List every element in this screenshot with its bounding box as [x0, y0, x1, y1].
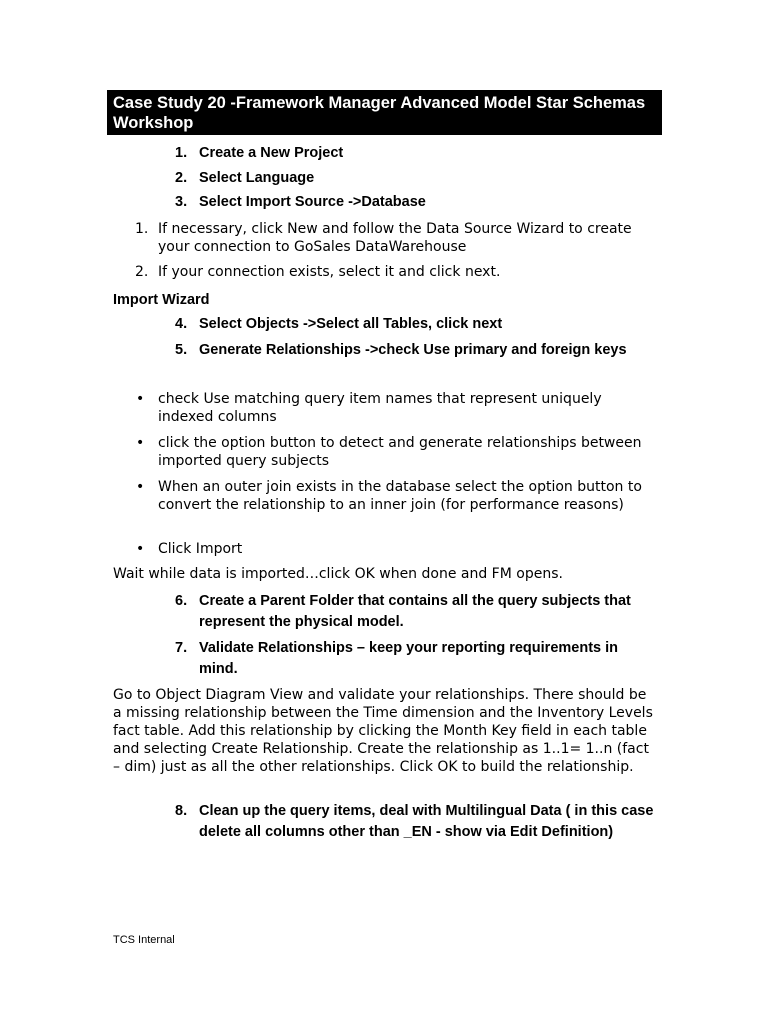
wait-text: Wait while data is imported…click OK when done and FM opens.: [113, 566, 563, 582]
step-text: Select Import Source ->Database: [199, 194, 426, 210]
step-7: [175, 638, 655, 680]
footer-label: TCS Internal: [113, 934, 175, 946]
step-number: 5.: [175, 342, 188, 358]
step-text: Create a Parent Folder that contains all the query subjects that represent the physical model.: [199, 593, 631, 630]
sub-list-item: [135, 220, 655, 256]
step-4: [175, 314, 655, 335]
bullet-text: When an outer join exists in the database select the option button to convert the relationship to an inner join (for performance reasons): [158, 479, 642, 513]
step-number: 8.: [175, 803, 188, 819]
step-text: Create a New Project: [199, 145, 344, 161]
step-number: 2.: [175, 170, 188, 186]
step-text: Clean up the query items, deal with Multilingual Data ( in this case delete all columns other than _EN - show via Edit Definition): [199, 803, 654, 840]
bullet-text: Click Import: [158, 541, 243, 557]
list-text: If necessary, click New and follow the Data Source Wizard to create your connection to GoSales DataWarehouse: [158, 221, 632, 255]
bullet-text: check Use matching query item names that represent uniquely indexed columns: [158, 391, 602, 425]
bullet-item: [135, 434, 655, 470]
bullet-icon: •: [136, 391, 145, 407]
step-text: Select Objects ->Select all Tables, click next: [199, 316, 503, 332]
step-text: Generate Relationships ->check Use primary and foreign keys: [199, 342, 627, 358]
list-number: 1.: [135, 221, 149, 237]
bullet-icon: •: [136, 541, 145, 557]
step-6: [175, 591, 655, 633]
bullet-item: [135, 478, 655, 514]
bullet-icon: •: [136, 435, 145, 451]
step-text: Validate Relationships – keep your reporting requirements in mind.: [199, 640, 618, 677]
bullet-item: [135, 390, 655, 426]
import-wizard-heading: Import Wizard: [113, 292, 210, 308]
sub-list-item: [135, 263, 655, 281]
step-8: [175, 801, 655, 843]
step-number: 7.: [175, 640, 188, 656]
page-title: Case Study 20 -Framework Manager Advanced Model Star Schemas Workshop: [107, 90, 662, 135]
step-number: 6.: [175, 593, 188, 609]
step-5: [175, 340, 655, 361]
bullet-text: click the option button to detect and generate relationships between imported query subjects: [158, 435, 642, 469]
bullet-icon: •: [136, 479, 145, 495]
list-text: If your connection exists, select it and click next.: [158, 264, 501, 280]
step-text: Select Language: [199, 170, 315, 186]
bullet-item: [135, 540, 655, 558]
step-number: 4.: [175, 316, 188, 332]
list-number: 2.: [135, 264, 149, 280]
step-2: [175, 168, 655, 189]
instructions-paragraph: Go to Object Diagram View and validate your relationships. There should be a missing relationship between the Time dimension and the Inventory Levels fact table. Add this relationship by clicking the Month Key field in each table and selecting Create Relationship. Create the relationship as 1..1= 1..n (fact – dim) just as all the other relationships. Click OK to build the relationship.: [113, 687, 653, 775]
step-3: [175, 192, 655, 213]
step-1: [175, 143, 655, 164]
step-number: 1.: [175, 145, 188, 161]
step-number: 3.: [175, 194, 188, 210]
